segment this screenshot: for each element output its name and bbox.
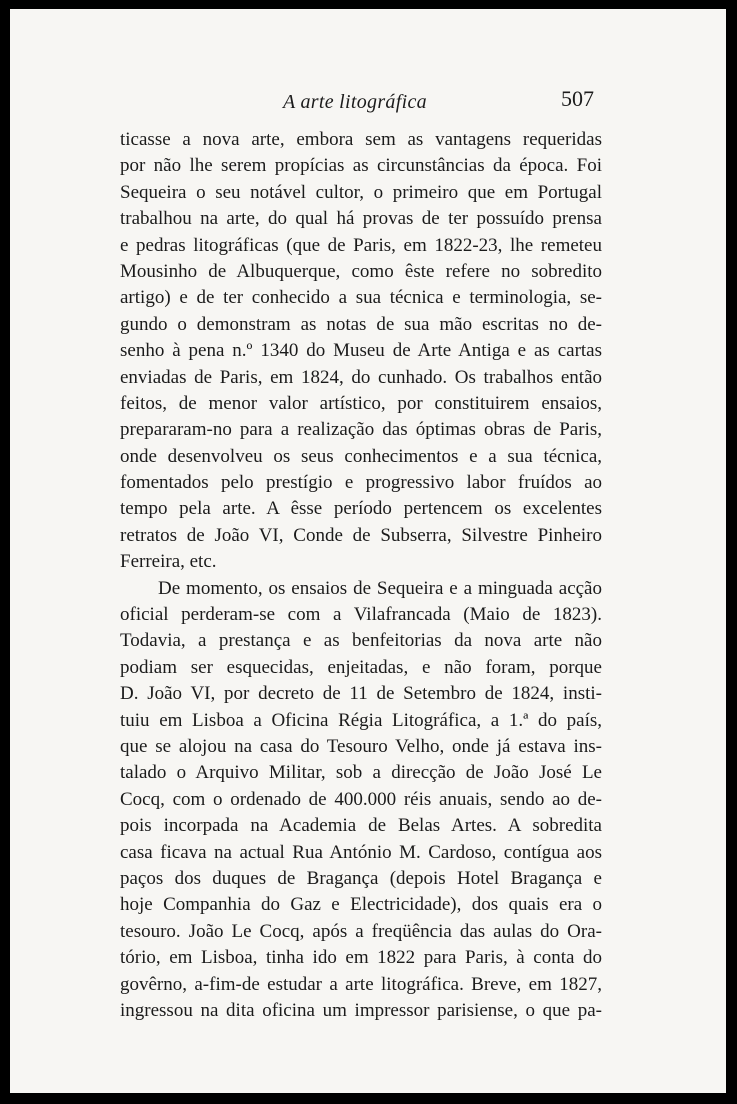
text-line: pois incorpada na Academia de Belas Artes. A sobredita bbox=[120, 815, 602, 837]
text-line: oficial perderam-se com a Vilafrancada (Maio de 1823). bbox=[120, 604, 602, 626]
text-line: feitos, de menor valor artístico, por constituirem ensaios, bbox=[120, 392, 602, 414]
text-line: Sequeira o seu notável cultor, o primeiro que em Portugal bbox=[120, 181, 602, 203]
text-line: De momento, os ensaios de Sequeira e a minguada acção bbox=[158, 577, 602, 599]
text-line: artigo) e de ter conhecido a sua técnica e terminologia, se- bbox=[120, 287, 602, 309]
text-line: retratos de João VI, Conde de Subserra, Silvestre Pinheiro bbox=[120, 524, 602, 546]
text-line: Todavia, a prestança e as benfeitorias da nova arte não bbox=[120, 630, 602, 652]
text-line: que se alojou na casa do Tesouro Velho, onde já estava ins- bbox=[120, 735, 602, 757]
text-line: Ferreira, etc. bbox=[120, 551, 217, 573]
text-line: por não lhe serem propícias as circunstâncias da época. Foi bbox=[120, 155, 602, 177]
text-line: enviadas de Paris, em 1824, do cunhado. Os trabalhos então bbox=[120, 366, 602, 388]
text-line: casa ficava na actual Rua António M. Cardoso, contígua aos bbox=[120, 841, 602, 863]
text-line: paços dos duques de Bragança (depois Hotel Bragança e bbox=[120, 867, 602, 889]
text-line: podiam ser esquecidas, enjeitadas, e não foram, porque bbox=[120, 656, 602, 678]
running-title: A arte litográfica bbox=[283, 91, 427, 113]
text-line: trabalhou na arte, do qual há provas de ter possuído prensa bbox=[120, 208, 602, 230]
text-line: talado o Arquivo Militar, sob a direcção de João José Le bbox=[120, 762, 602, 784]
text-line: hoje Companhia do Gaz e Electricidade), dos quais era o bbox=[120, 894, 602, 916]
paragraph bbox=[120, 576, 602, 1025]
text-line: e pedras litográficas (que de Paris, em 1822-23, lhe remeteu bbox=[120, 234, 602, 256]
text-line: tesouro. João Le Cocq, após a freqüência das aulas do Ora- bbox=[120, 920, 602, 942]
text-line: ticasse a nova arte, embora sem as vantagens requeridas bbox=[120, 129, 602, 150]
text-line: ingressou na dita oficina um impressor parisiense, o que pa- bbox=[120, 999, 602, 1021]
text-line: fomentados pelo prestígio e progressivo labor fruídos ao bbox=[120, 472, 602, 494]
text-line: D. João VI, por decreto de 11 de Setembro de 1824, insti- bbox=[120, 683, 602, 705]
page-header bbox=[10, 86, 726, 119]
text-line: Cocq, com o ordenado de 400.000 réis anuais, sendo ao de- bbox=[120, 788, 602, 810]
book-page bbox=[10, 9, 726, 1093]
text-line: onde desenvolveu os seus conhecimentos e a sua técnica, bbox=[120, 445, 602, 467]
paragraph bbox=[120, 127, 602, 576]
text-line: govêrno, a-fim-de estudar a arte litográfica. Breve, em 1827, bbox=[120, 973, 602, 995]
body-text bbox=[120, 127, 602, 1024]
page-number: 507 bbox=[561, 86, 594, 111]
text-line: tório, em Lisboa, tinha ido em 1822 para Paris, à conta do bbox=[120, 947, 602, 969]
text-line: tempo pela arte. A êsse período pertencem os excelentes bbox=[120, 498, 602, 520]
text-line: prepararam-no para a realização das óptimas obras de Paris, bbox=[120, 419, 602, 441]
text-line: gundo o demonstram as notas de sua mão escritas no de- bbox=[120, 313, 602, 335]
text-line: Mousinho de Albuquerque, como êste refere no sobredito bbox=[120, 260, 602, 282]
text-line: tuiu em Lisboa a Oficina Régia Litográfica, a 1.ª do país, bbox=[120, 709, 602, 731]
text-line: senho à pena n.º 1340 do Museu de Arte Antiga e as cartas bbox=[120, 340, 602, 362]
